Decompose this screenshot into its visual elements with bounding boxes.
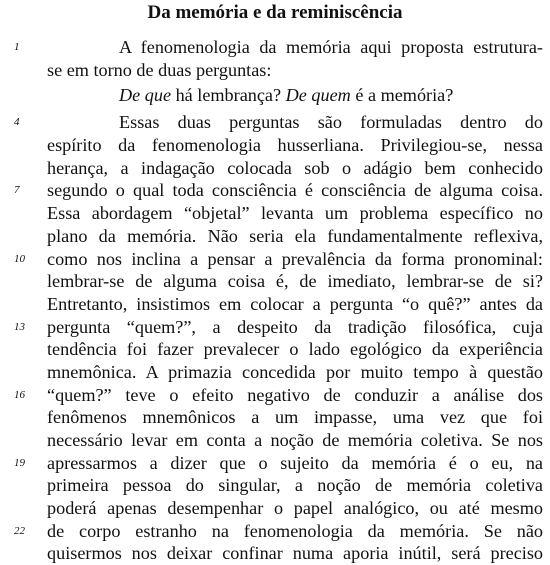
line-text: herança, a indagação colocada sob o adágio bem conhecido bbox=[47, 157, 543, 178]
question-line bbox=[0, 81, 550, 111]
text-line bbox=[0, 225, 550, 248]
line-text: lembrar-se de alguma coisa é, de imediato, lembrar-se de si? bbox=[47, 271, 543, 292]
line-text: poderá apenas desempenhar o papel analógico, ou até mesmo bbox=[47, 498, 543, 519]
text-line bbox=[0, 452, 550, 475]
line-text: necessário levar em conta a noção de memória coletiva. Se nos bbox=[47, 430, 543, 450]
line-text: como nos inclina a pensar a prevalência da forma pronominal: bbox=[47, 248, 543, 269]
text-line bbox=[0, 202, 550, 225]
text-line bbox=[0, 293, 550, 316]
text-line bbox=[0, 384, 550, 407]
text-line bbox=[0, 542, 550, 565]
text-line bbox=[0, 497, 550, 520]
text-line bbox=[0, 520, 550, 543]
line-text: mnemônica. A primazia concedida por muito tempo à questão bbox=[47, 361, 543, 382]
text-line bbox=[0, 429, 550, 452]
text-line bbox=[0, 36, 550, 59]
line-text: quisermos nos deixar confinar numa aporia inútil, será preciso bbox=[47, 543, 543, 564]
line-text: pergunta “quem?”, a despeito da tradição filosófica, cuja bbox=[47, 316, 543, 337]
line-number: 13 bbox=[14, 320, 25, 333]
line-number: 10 bbox=[14, 252, 25, 265]
text-line bbox=[0, 248, 550, 271]
line-number: 1 bbox=[14, 41, 20, 53]
line-text: de corpo estranho na fenomenologia da memória. Se não bbox=[47, 520, 543, 541]
line-text: segundo o qual toda consciência é consciência de alguma coisa. bbox=[47, 180, 543, 201]
line-text: Essa abordagem “objetal” levanta um problema específico no bbox=[47, 203, 543, 224]
line-number: 4 bbox=[14, 116, 20, 129]
line-text: espírito da fenomenologia husserliana. Privilegiou-se, nessa bbox=[47, 135, 543, 156]
line-number: 22 bbox=[14, 524, 25, 537]
text-line bbox=[0, 316, 550, 339]
line-number: 16 bbox=[14, 388, 25, 401]
text-line bbox=[0, 361, 550, 384]
line-number: 7 bbox=[14, 184, 20, 197]
text-line bbox=[0, 179, 550, 202]
text-line bbox=[0, 59, 550, 82]
line-text: tendência foi fazer prevalecer o lado egológico da experiência bbox=[47, 339, 543, 360]
question-text: De que há lembrança? De quem é a memória? bbox=[119, 85, 454, 106]
text-line bbox=[0, 134, 550, 157]
text-line bbox=[0, 474, 550, 497]
text-body bbox=[0, 36, 550, 565]
line-text: primeira pessoa do singular, a noção de memória coletiva bbox=[47, 475, 543, 496]
line-text: apressarmos a dizer que o sujeito da memória é o eu, na bbox=[47, 452, 543, 473]
line-number: 19 bbox=[14, 456, 25, 469]
text-line bbox=[0, 338, 550, 361]
line-text: “quem?” teve o efeito negativo de conduzir a análise dos bbox=[47, 384, 543, 405]
text-line bbox=[0, 157, 550, 180]
line-text: se em torno de duas perguntas: bbox=[47, 59, 272, 80]
document-title: Da memória e da reminiscência bbox=[147, 2, 403, 23]
text-line bbox=[0, 270, 550, 293]
text-line bbox=[0, 111, 550, 134]
line-text: A fenomenologia da memória aqui proposta estrutura- bbox=[119, 37, 543, 57]
line-text: Entretanto, insistimos em colocar a pergunta “o quê?” antes da bbox=[47, 293, 543, 314]
line-text: plano da memória. Não seria ela fundamentalmente reflexiva, bbox=[47, 225, 543, 246]
line-text: Essas duas perguntas são formuladas dentro do bbox=[119, 112, 543, 133]
line-text: fenômenos mnemônicos a um impasse, uma vez que foi bbox=[47, 407, 543, 428]
text-line bbox=[0, 406, 550, 429]
